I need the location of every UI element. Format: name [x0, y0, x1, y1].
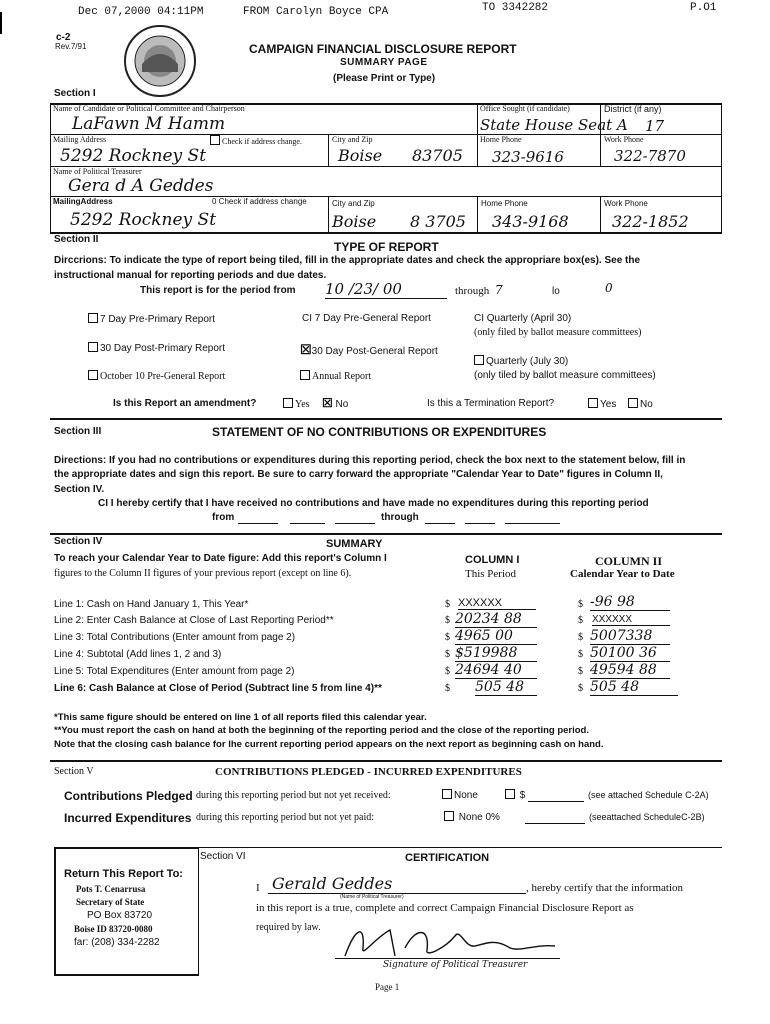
section3-directions-2: the appropriate dates and sign this report. Be sure to carry forward the appropriate "Calendar Year to Date" figures in Column II, [54, 469, 663, 480]
footnote-1: *This same figure should be entered on line 1 of all reports filed this calendar year. [54, 712, 427, 723]
opt-7day-pre-general[interactable]: CI 7 Day Pre-General Report [302, 313, 431, 324]
period-from-field[interactable]: 10 /23/ 00 [325, 280, 447, 299]
certify-text-1: , hereby certify that the information [526, 882, 683, 894]
opt-quarterly-april[interactable]: CI Quarterly (April 30) [474, 313, 572, 324]
col2-line2-field[interactable]: XXXXXX [592, 614, 670, 626]
section6-heading: Section VI [200, 851, 246, 862]
section3-directions-1: Directions: If you had no contributions or expenditures during this reporting period, check the box next to the statement below, fill in [54, 455, 686, 466]
col2-line5-field[interactable]: 49594 88 [590, 662, 670, 679]
section3-directions-3: Section IV. [54, 484, 105, 495]
period-mid-mark[interactable]: 7 [495, 283, 503, 297]
section4-intro-2: figures to the Column II figures of your previous report (except on line 6). [54, 568, 352, 579]
certifier-name-field[interactable]: Gerald Geddes [272, 874, 393, 893]
checkbox-icon [88, 342, 98, 352]
treasurer-zip-field[interactable]: 8 3705 [410, 212, 466, 231]
period-prefix: This report is for the period from [140, 285, 296, 296]
checkbox-icon [88, 313, 98, 323]
col1-line4-field[interactable]: $519988 [455, 645, 537, 662]
summary-line-label: Line 5: Total Expenditures (Enter amount from page 2) [54, 666, 295, 677]
period-through-label: through [455, 285, 490, 297]
mailing-address-field[interactable]: 5292 Rockney St [60, 146, 207, 166]
treasurer-city-label: City and Zip [332, 199, 375, 208]
candidate-name-field[interactable]: LaFawn M Hamm [72, 114, 226, 134]
return-to-line-2: Secretary of State [76, 897, 145, 907]
treasurer-city-field[interactable]: Boise [332, 212, 377, 231]
office-sought-field[interactable]: State House Seat A [480, 116, 628, 134]
city-field[interactable]: Boise [338, 146, 383, 165]
col2-line1-field[interactable]: -96 98 [590, 594, 670, 611]
return-to-title: Return This Report To: [64, 868, 183, 880]
section3-from-label: from [212, 512, 235, 523]
certify-text-3: required by law. [256, 922, 321, 933]
summary-line-label: Line 2: Enter Cash Balance at Close of Last Reporting Period** [54, 615, 334, 626]
column1-subheading: This Period [465, 568, 517, 580]
period-to-field[interactable]: 0 [605, 281, 613, 295]
col2-line4-field[interactable]: 50100 36 [590, 645, 670, 662]
treasurer-name-field[interactable]: Gera d A Geddes [68, 176, 214, 196]
pledged-label: Contributions Pledged [64, 789, 193, 803]
checkbox-icon [442, 789, 452, 799]
section3-title: STATEMENT OF NO CONTRIBUTIONS OR EXPENDITURES [212, 425, 547, 439]
home-phone-field[interactable]: 323-9616 [492, 148, 564, 166]
checkbox-icon [300, 370, 310, 380]
opt-quarterly-july-note: (only tiled by ballot measure committees) [474, 370, 656, 381]
form-rev: Rev.7/91 [55, 42, 87, 51]
amendment-no[interactable]: ☒ No [322, 396, 349, 410]
section2-directions-2: instructional manual for reporting periods and due dates. [54, 270, 327, 281]
treasurer-address-change-check[interactable]: 0 Check if address change [212, 197, 307, 206]
col1-line3-field[interactable]: 4965 00 [455, 628, 537, 645]
checked-box-icon: ☒ [322, 396, 333, 410]
form-title: CAMPAIGN FINANCIAL DISCLOSURE REPORT [249, 42, 517, 56]
footnote-3: Note that the closing cash balance for lhe current reporting period appears on the next report as beginning cash on hand. [54, 739, 604, 750]
fax-from: FROM Carolyn Boyce CPA [243, 6, 389, 18]
checkbox-icon [88, 370, 98, 380]
incurred-label: Incurred Expenditures [64, 811, 192, 825]
section4-heading: Section IV [54, 536, 103, 547]
col1-line2-field[interactable]: 20234 88 [455, 611, 537, 628]
zip-field[interactable]: 83705 [412, 146, 463, 165]
opt-quarterly-april-note: (only filed by ballot measure committees) [474, 327, 642, 338]
col2-line6-field[interactable]: 505 48 [590, 679, 678, 696]
checkbox-icon [283, 398, 293, 408]
treasurer-mailing-label: MailingAddress [53, 197, 113, 206]
section3-heading: Section III [54, 426, 102, 437]
section2-directions: Dirccrions: To indicate the type of report being tiled, fill in the appropriate dates and check the appropriare box(es). See the [54, 255, 641, 266]
col1-line5-field[interactable]: 24694 40 [455, 662, 537, 679]
section2-title: TYPE OF REPORT [334, 240, 439, 254]
state-seal-icon [120, 24, 200, 98]
pledged-amount-check[interactable]: $ [505, 789, 525, 801]
page-number: Page 1 [375, 982, 400, 992]
col1-line6-field[interactable]: 505 48 [475, 679, 537, 696]
treasurer-mailing-field[interactable]: 5292 Rockney St [70, 210, 217, 230]
incurred-text: during this reporting period but not yet paid: [196, 812, 375, 823]
mailing-address-label: Mailing Address [53, 135, 107, 144]
city-zip-label: City and Zip [332, 135, 373, 144]
footnote-2: **You must report the cash on hand at both the beginning of the reporting period and the close of the reporting period. [54, 725, 590, 736]
opt-october-pre-general[interactable]: October 10 Pre-General Report [88, 370, 225, 382]
treasurer-work-field[interactable]: 322-1852 [612, 212, 689, 231]
section3-through-label: through [381, 512, 419, 523]
section5-title: CONTRIBUTIONS PLEDGED - INCURRED EXPENDITURES [215, 766, 522, 778]
opt-quarterly-july[interactable]: Quarterly (July 30) [474, 355, 568, 367]
opt-30day-post-primary[interactable]: 30 Day Post-Primary Report [88, 342, 225, 354]
termination-yes[interactable]: Yes [588, 398, 616, 410]
fax-to: TO 3342282 [482, 2, 549, 14]
amendment-yes[interactable]: Yes [283, 398, 310, 410]
opt-30day-post-general[interactable]: ☒30 Day Post-General Report [300, 342, 438, 357]
treasurer-work-label: Work Phone [604, 199, 648, 208]
margin-mark [0, 12, 2, 34]
form-code: c-2 [56, 32, 71, 43]
section2-heading: Section II [54, 234, 99, 245]
checkbox-icon [474, 355, 484, 365]
work-phone-field[interactable]: 322-7870 [614, 147, 686, 165]
treasurer-signature[interactable] [335, 918, 565, 962]
section4-title: SUMMARY [326, 538, 383, 550]
treasurer-home-label: Home Phone [481, 199, 528, 208]
checkbox-icon [505, 789, 515, 799]
home-phone-label: Home Phone [480, 135, 522, 144]
treasurer-home-field[interactable]: 343-9168 [492, 212, 569, 231]
column2-heading: COLUMN II [595, 554, 663, 568]
return-to-line-4: Boise ID 83720-0080 [74, 924, 153, 934]
section4-intro-1: To reach your Calendar Year to Date figure: Add this report's Column I [54, 553, 387, 564]
no-activity-certify[interactable]: CI I hereby certify that I have received no contributions and have made no expenditures during this reporting period [98, 498, 649, 509]
incurred-none-check[interactable]: None 0% [444, 811, 500, 823]
summary-line-label: Line 3: Total Contributions (Enter amount from page 2) [54, 632, 296, 643]
col1-line1-field[interactable]: XXXXXX [458, 597, 536, 610]
district-field[interactable]: 17 [645, 117, 665, 135]
work-phone-label: Work Phone [604, 135, 644, 144]
candidate-name-label: Name of Candidate or Political Committee and Chairperson [53, 104, 245, 113]
signature-caption: Signature of Political Treasurer [383, 960, 528, 970]
pledged-schedule: (see attached Schedule C-2A) [588, 790, 709, 800]
return-to-line-5: far: (208) 334-2282 [74, 937, 160, 948]
period-to-label: lo [552, 286, 560, 297]
certify-i: I [256, 882, 260, 894]
column2-subheading: Calendar Year to Date [570, 568, 675, 580]
summary-line-label: Line 1: Cash on Hand January 1, This Year* [54, 599, 249, 610]
office-sought-label: Office Sought (if candidate) [480, 104, 570, 113]
address-change-check[interactable]: Check if address change. [210, 135, 302, 146]
pledged-text: during this reporting period but not yet received: [196, 790, 391, 801]
fax-date: Dec 07,2000 04:11PM [78, 6, 204, 18]
return-to-line-3: PO Box 83720 [87, 910, 153, 921]
summary-line-label: Line 6: Cash Balance at Close of Period (Subtract line 5 from line 4)** [54, 683, 382, 694]
treasurer-name-label: Name of Political Treasurer [53, 167, 142, 176]
section1-heading: Section I [54, 88, 96, 99]
checkbox-icon [444, 811, 454, 821]
name-caption: (Name of Political Treasurer) [340, 894, 404, 900]
incurred-schedule: (seeattached ScheduleC-2B) [589, 812, 705, 822]
termination-no[interactable]: No [628, 398, 653, 410]
district-label: District (if any) [604, 104, 662, 114]
checkbox-icon [588, 398, 598, 408]
col2-line3-field[interactable]: 5007338 [590, 628, 670, 645]
section5-heading: Section V [54, 766, 94, 777]
termination-question: Is this a Termination Report? [427, 398, 555, 409]
amendment-question: Is this Report an amendment? [113, 398, 257, 409]
certify-text-2: in this report is a true, complete and correct Campaign Financial Disclosure Report as [256, 902, 634, 914]
opt-7day-pre-primary[interactable]: 7 Day Pre-Primary Report [88, 313, 215, 325]
checked-box-icon: ☒ [300, 342, 312, 357]
return-to-line-1: Pots T. Cenarrusa [76, 884, 146, 894]
opt-annual[interactable]: Annual Report [300, 370, 371, 382]
section6-title: CERTIFICATION [405, 852, 490, 864]
checkbox-icon [628, 398, 638, 408]
form-subtitle: SUMMARY PAGE [340, 57, 428, 68]
fax-page: P.O1 [690, 2, 717, 14]
pledged-none-check[interactable]: None [442, 789, 478, 801]
checkbox-icon [210, 135, 220, 145]
summary-line-label: Line 4: Subtotal (Add lines 1, 2 and 3) [54, 649, 222, 660]
form-note: (Please Print or Type) [333, 73, 436, 84]
column1-heading: COLUMN I [465, 554, 520, 566]
